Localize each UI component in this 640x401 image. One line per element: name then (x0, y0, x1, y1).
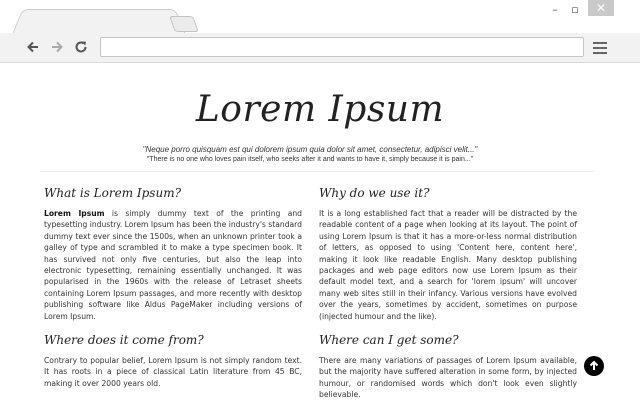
section-body: Contrary to popular belief, Lorem Ipsum is not simply random text. It has roots in a piece of classical Latin literature from 45 BC, making it over 2000 years old. (44, 356, 302, 388)
new-tab-button[interactable] (169, 16, 199, 32)
section-heading: What is Lorem Ipsum? (44, 186, 182, 200)
back-arrow-icon (26, 40, 40, 54)
arrow-up-icon (588, 360, 600, 372)
browser-toolbar (0, 33, 640, 63)
browser-chrome (0, 0, 640, 62)
close-icon[interactable]: ✕ (588, 0, 614, 16)
section-where-from (44, 333, 302, 389)
minimize-icon[interactable]: – (552, 2, 558, 16)
scroll-to-top-button[interactable] (584, 356, 604, 376)
section-where-get (319, 333, 577, 401)
page-title: Lorem Ipsum (195, 89, 445, 130)
quote-translation: "There is no one who loves pain itself, who seeks after it and wants to have it, simply because it is pain..." (146, 156, 474, 163)
menu-icon[interactable] (592, 39, 608, 55)
lead-text: Lorem Ipsum (44, 209, 105, 218)
reload-button[interactable] (72, 38, 90, 56)
web-page (0, 63, 640, 400)
quote: "Neque porro quisquam est qui dolorem ipsum quia dolor sit amet, consectetur, adipisci velit..." (142, 145, 478, 154)
tab-active[interactable] (24, 9, 174, 34)
address-bar[interactable] (100, 37, 584, 57)
reload-icon (74, 40, 88, 54)
section-body: Lorem Ipsum is simply dummy text of the printing and typesetting industry. Lorem Ipsum has been the industry's standard dummy text ever since the 1500s, when an unknown printer took a galley of type and scrambled it to make a type specimen book. It has survived not only five centuries, but also the leap into electronic typesetting, remaining essentially unchanged. It was popularised in the 1960s with the release of Letraset sheets containing Lorem Ipsum passages, and more recently with desktop publishing software like Aldus PageMaker including versions of Lorem Ipsum. (44, 209, 302, 321)
section-heading: Where can I get some? (319, 333, 459, 347)
section-heading: Where does it come from? (44, 333, 204, 347)
section-body: There are many variations of passages of Lorem Ipsum available, but the majority have suffered alteration in some form, by injected humour, or randomised words which don't look even slightly believable. (319, 356, 577, 400)
divider (40, 171, 595, 172)
forward-arrow-icon (50, 40, 64, 54)
back-button[interactable] (24, 38, 42, 56)
section-heading: Why do we use it? (319, 186, 430, 200)
section-why-use (319, 186, 577, 322)
maximize-icon[interactable]: ▫ (571, 2, 579, 16)
forward-button[interactable] (48, 38, 66, 56)
section-body: It is a long established fact that a reader will be distracted by the readable content of a page when looking at its layout. The point of using Lorem Ipsum is that it has a more-or-less normal distribution of letters, as opposed to using 'Content here, content here', making it look like readable English. Many desktop publishing packages and web page editors now use Lorem Ipsum as their default model text, and a search for 'lorem ipsum' will uncover many web sites still in their infancy. Various versions have evolved over the years, sometimes by accident, sometimes on purpose (injected humour and the like). (319, 209, 577, 321)
section-what-is (44, 186, 302, 322)
tab-strip (0, 0, 640, 33)
